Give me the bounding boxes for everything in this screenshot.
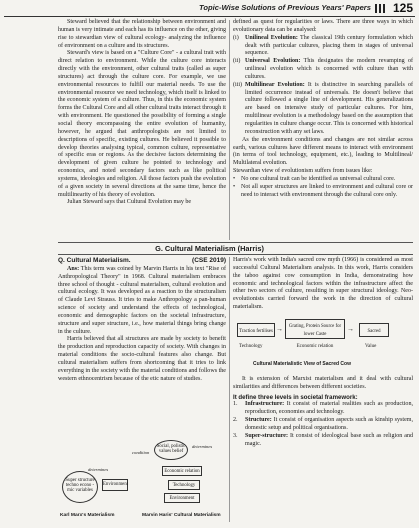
section-title: G. Cultural Materialism (Harris) bbox=[155, 244, 264, 253]
environment-box: Environment bbox=[164, 493, 200, 503]
diagram-caption: Cultural Materialistic View of Sacred Cow bbox=[253, 360, 351, 367]
sacred-box: Sacred bbox=[359, 323, 389, 337]
answer-lead: Ans: bbox=[67, 265, 80, 272]
paragraph: It is extension of Marxist materialism and it deal with cultural similarities and differences between different societies. bbox=[233, 375, 413, 390]
arrow-label: condition bbox=[132, 450, 150, 455]
list-item bbox=[233, 417, 413, 433]
economic-relation-box: Economic relation bbox=[162, 466, 202, 476]
bullet-text: No one cultural trait can be identified as universal cultural core. bbox=[241, 175, 396, 182]
list-item bbox=[233, 82, 413, 137]
list-number: 3. bbox=[233, 432, 238, 439]
arrow-label: determines bbox=[88, 467, 109, 472]
column-divider bbox=[229, 20, 230, 240]
diagram-caption: Karl Marx's Materialism bbox=[60, 513, 115, 518]
list-text: The classical 19th century formulation which dealt with particular cultures, placing them in stages of universal sequence. bbox=[245, 34, 413, 57]
list-number: 2. bbox=[233, 417, 238, 424]
bullet-item bbox=[233, 176, 413, 184]
header-rule bbox=[4, 16, 415, 17]
section-rule-bottom bbox=[58, 254, 413, 255]
bullet-icon: • bbox=[233, 175, 236, 182]
page-header bbox=[0, 0, 419, 18]
list-label: Super-structure: bbox=[245, 432, 288, 439]
bullet-text: Not all super structures are linked to environment and cultural core or need to interact with environment through the cultural core only. bbox=[241, 183, 413, 198]
page-number: 125 bbox=[392, 1, 413, 15]
answer-text: This term was coined by Marvin Harris in his text "Rise of Anthropological Theory" in 1968. Cultural materialism embraces three school of thought - cultural materialism, cultural evolution and cultural ecology. It was developed as a reaction to the structuralism of Claude Levi Strauss. It tries to make Anthropology a pan-human science of society and understand the effects of technological, economic and demographic factors on the societal infrastructure, structure and super structure, i.e., how material things bring change in the culture. bbox=[58, 265, 226, 335]
list-text: It is distinctive in searching parallels of limited occurrence instead of universals. He doesn't believe that culture followed a single line of development. His generalizations are based on intensive study of particular cultures. For him, multilinear evolution is a methodology based on the assumption that regularities in culture change occur. This is concerned with historical reconstruction with any set laws. bbox=[245, 81, 413, 135]
list-text: This designates the modern revamping of unilineal evolution which is concerned with culture than with cultures. bbox=[245, 58, 414, 80]
grating-box: Grating, Protein Source for lower Caste bbox=[285, 319, 345, 339]
diagram-label: Technology bbox=[239, 343, 263, 349]
environment-box: Environment bbox=[102, 479, 128, 491]
arrow-label: determines bbox=[192, 444, 213, 449]
list-text: It consist of organisation aspects such as kinship system, domestic setup and political organisations. bbox=[245, 417, 413, 431]
list-item bbox=[233, 58, 413, 82]
list-number: 1. bbox=[233, 401, 238, 408]
steward-diagram bbox=[60, 465, 130, 525]
running-title: Topic-Wise Solutions of Previous Years' Papers bbox=[199, 3, 371, 12]
paragraph: Stewardian view of evolutionism suffers from issues like: bbox=[233, 168, 373, 175]
question-source: (CSE 2019) bbox=[192, 257, 226, 264]
list-text: It consist of ideological base such as religion and magic. bbox=[245, 432, 413, 447]
bullet-item bbox=[233, 184, 413, 200]
paragraph bbox=[58, 266, 226, 337]
super-structure-oval: Super structure techno econo -mic variables bbox=[62, 471, 98, 503]
left-column-bottom bbox=[58, 257, 226, 384]
right-column-top bbox=[233, 19, 413, 199]
list-text: It consist of material realities such as production, reproduction, economies and technology. bbox=[245, 401, 413, 416]
values-oval: Social, polistic values belief bbox=[154, 440, 188, 460]
paragraph: Steward believed that the relationship between environment and human is very intimate and each has its influence on the other, giving rise to stewardian view of cultural ecology- analyzing the influence of environment on a culture and its structures. bbox=[58, 19, 226, 49]
column-divider bbox=[229, 257, 230, 522]
list-label: Structure: bbox=[245, 417, 272, 424]
paragraph: Harris believed that all structures are made by society to benefit the production and reproduction capacity of society. With changes in material conditions the socio-cultural features also change. But cultural materialism suffers from shortcoming that it tries to link everything in the society with the material conditions and follows the western ethnocentrism because of the etic nature of studies. bbox=[58, 336, 226, 382]
diagram-caption: Marvin Haris' Cultural Materialism bbox=[142, 513, 221, 518]
paragraph: Julian Steward says that Cultural Evolution may be bbox=[67, 199, 192, 206]
list-label: Universal Evolution: bbox=[245, 58, 301, 65]
arrow-right-icon: → bbox=[347, 324, 354, 333]
header-bars-decoration bbox=[375, 4, 387, 13]
paragraph: Steward's view is based on a "Culture Core" - a cultural trait with direct relation to environment. While the culture core interacts directly with the environment, other cultural traits (called as super structures) act through the culture core. For example, we use environmental resources to fulfill our material needs. To use the environmental resource we need technology, which itself is linked to the economic system of a culture. Thus, in this the economic system forms the Cultural Core and all other cultural traits interact through it with environment. He questioned the possibility of forming a single social theory encompassing the entire evolution of humanity, however, he argued that anthropologists are not limited to descriptions of specific, existing cultures. He believed it possible to develop theories analysing typical, common culture, representative of specific eras or regions. As the decisive factors determining the development of given culture he pointed to technology and economics, and noted secondary factors such as like political systems, ideologies and religion. All those factors push the evolution of a given society in several directions at the same time, hence the multilinearity of his theory of evolution. bbox=[58, 50, 226, 198]
list-number: (iii) bbox=[233, 81, 243, 88]
paragraph: defined as quest for regularities or laws. There are three ways in which evolutionary data can be analysed: bbox=[233, 19, 413, 33]
diagram-label: Economic relation bbox=[296, 343, 334, 349]
question-label: Q. Cultural Materialism. bbox=[58, 257, 131, 264]
list-item bbox=[233, 401, 413, 417]
list-item bbox=[233, 433, 413, 449]
arrow-right-icon: → bbox=[276, 324, 283, 333]
technology-box: Technology bbox=[168, 480, 200, 490]
list-item bbox=[233, 35, 413, 59]
right-column-bottom bbox=[233, 257, 413, 449]
subheading: It define three levels in societal framework: bbox=[233, 393, 358, 401]
list-label: Unilineal Evolution: bbox=[245, 34, 298, 41]
harris-diagram bbox=[132, 436, 226, 526]
list-number: (i) bbox=[233, 34, 239, 41]
list-label: Multilinear Evolution: bbox=[245, 81, 305, 88]
list-number: (ii) bbox=[233, 58, 241, 65]
list-label: Infrastructure: bbox=[245, 401, 285, 408]
bullet-icon: • bbox=[233, 183, 236, 190]
left-column-top bbox=[58, 19, 226, 207]
traction-box: Traction fertilises bbox=[237, 323, 275, 337]
sacred-cow-diagram bbox=[233, 315, 413, 373]
question-line bbox=[58, 257, 226, 265]
diagram-label: Value bbox=[365, 343, 377, 349]
paragraph: As the environment conditions and changes are not similar across earth, various cultures have different means to interact with environment (in terms of tool technology, equipment, etc.), leading to Multilineal/ Multilateral evolution. bbox=[233, 136, 413, 167]
paragraph: Harris's work with India's sacred cow myth (1966) is considered as most successful Cultural Materialism analysis. In this work, Harris considers the taboo against cow consumption in India, demonstrating how economic and technological factors within the infrastructure affect the other two sectors of culture, resulting in super structural ideology. Neo-evolutionists carried forward the work in the direction of cultural materialism. bbox=[233, 257, 413, 311]
section-rule-top bbox=[58, 242, 413, 243]
